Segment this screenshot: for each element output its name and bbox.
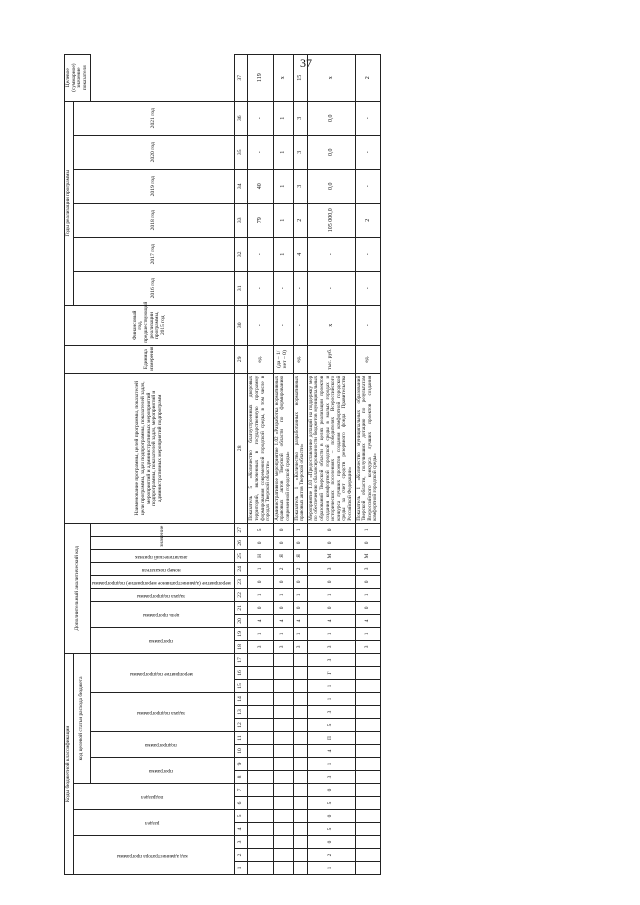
code-cell [293, 680, 307, 693]
code-cell [248, 849, 273, 862]
code-cell [273, 693, 293, 706]
code-cell [293, 667, 307, 680]
code-cell [355, 706, 380, 719]
column-index-cell: 6 [235, 797, 248, 810]
row-year-value: 1 [273, 135, 293, 169]
code-cell [273, 810, 293, 823]
table-row [273, 54, 293, 874]
code-cell [293, 784, 307, 797]
header-admin-code: код администратора программы [73, 836, 235, 875]
column-index-cell: 1 [235, 862, 248, 875]
code-cell [293, 693, 307, 706]
header-subprogram: подпрограмма [90, 732, 235, 758]
code-cell: 4 [307, 745, 355, 758]
row-unit: (да – 1/ нет – 0) [273, 345, 293, 373]
row-year-value: - [355, 135, 380, 169]
code-cell [355, 653, 380, 666]
code-cell [273, 680, 293, 693]
code-cell: Я [293, 549, 307, 562]
row-target-value: х [307, 54, 355, 101]
code-cell [273, 745, 293, 758]
code-cell: 1 [273, 588, 293, 601]
code-cell: 0 [307, 536, 355, 549]
header-year-2019: 2019 год [73, 169, 235, 203]
code-cell [273, 667, 293, 680]
code-cell [248, 836, 273, 849]
row-name: Показатель 1 «Количество разработанных нормативных правовых актов Тверской области» [293, 373, 307, 523]
code-cell [273, 719, 293, 732]
code-cell: 3 [293, 640, 307, 653]
row-year-value: 1 [273, 203, 293, 237]
code-cell: 4 [273, 614, 293, 627]
code-cell: 1 [307, 588, 355, 601]
code-cell: 5 [307, 719, 355, 732]
code-cell: 0 [293, 601, 307, 614]
column-index-row [235, 54, 248, 874]
column-index-cell: 18 [235, 640, 248, 653]
row-year-value: - [355, 237, 380, 271]
code-cell: 3 [307, 640, 355, 653]
column-index-cell: 9 [235, 758, 248, 771]
header-subprogram-task: задача подпрограммы [90, 693, 235, 732]
code-cell: Я [273, 549, 293, 562]
code-cell [355, 667, 380, 680]
code-cell: 0 [273, 536, 293, 549]
row-unit: ед. [355, 345, 380, 373]
code-cell: 3 [248, 640, 273, 653]
program-table-sheet [64, 63, 569, 875]
code-cell [248, 771, 273, 784]
code-cell [293, 797, 307, 810]
code-cell [248, 706, 273, 719]
column-index-cell: 30 [235, 305, 248, 345]
code-cell [293, 745, 307, 758]
code-cell: 0 [307, 784, 355, 797]
row-year-value: - [248, 237, 273, 271]
code-cell [293, 849, 307, 862]
code-cell: 0 [355, 601, 380, 614]
row-unit: ед. [293, 345, 307, 373]
row-prior-year: - [293, 305, 307, 345]
code-cell: 0 [355, 575, 380, 588]
column-index-cell: 25 [235, 549, 248, 562]
code-cell [273, 653, 293, 666]
code-cell [248, 667, 273, 680]
code-cell: 4 [307, 614, 355, 627]
code-cell [355, 745, 380, 758]
code-cell [248, 758, 273, 771]
code-cell [273, 706, 293, 719]
code-cell [273, 797, 293, 810]
header-add-goal: цель программы [90, 601, 235, 627]
column-index-cell: 32 [235, 237, 248, 271]
code-cell: 3 [355, 640, 380, 653]
column-index-cell: 8 [235, 771, 248, 784]
code-cell: 0 [307, 523, 355, 536]
code-cell: 3 [355, 562, 380, 575]
column-index-cell: 14 [235, 693, 248, 706]
page-number: 37 [300, 56, 312, 70]
row-year-value: - [248, 101, 273, 135]
column-index-cell: 36 [235, 101, 248, 135]
column-index-cell: 34 [235, 169, 248, 203]
row-name: Показатель 5 «Количество благоустроенных дворовых территорий, включенных в государственную программу формирования современной городской среды, в том числе в городах Тверской области» [248, 373, 273, 523]
column-index-cell: 37 [235, 54, 248, 101]
column-index-cell: 31 [235, 271, 248, 305]
header-additional-code: Дополнительный аналитический код [65, 523, 91, 653]
row-prior-year: х [307, 305, 355, 345]
column-index-cell: 7 [235, 784, 248, 797]
column-index-cell: 33 [235, 203, 248, 237]
code-cell: 1 [307, 758, 355, 771]
header-section: раздел [73, 810, 235, 836]
code-cell: 2 [273, 562, 293, 575]
header-add-indicator-number: номер показателя [90, 562, 235, 575]
row-name: Административное мероприятие 1.02 «Разработка нормативных правовых актов Тверской области по формированию современной городской среды» [273, 373, 293, 523]
column-index-cell: 19 [235, 627, 248, 640]
row-year-value: - [307, 271, 355, 305]
code-cell: 0 [307, 575, 355, 588]
row-year-value: 3 [293, 135, 307, 169]
code-cell [248, 823, 273, 836]
code-cell: 3 [273, 640, 293, 653]
header-years-group: Годы реализации программы [65, 101, 74, 305]
header-target-value: значение [90, 536, 235, 549]
code-cell: 0 [307, 836, 355, 849]
code-cell: Г [307, 667, 355, 680]
code-cell [355, 823, 380, 836]
code-cell: 5 [307, 797, 355, 810]
code-cell [273, 732, 293, 745]
column-index-cell: 23 [235, 575, 248, 588]
row-year-value: - [273, 271, 293, 305]
column-index-cell: 15 [235, 680, 248, 693]
code-cell [248, 862, 273, 875]
column-index-cell: 3 [235, 836, 248, 849]
code-cell [355, 862, 380, 875]
code-cell [293, 653, 307, 666]
code-cell: 3 [307, 771, 355, 784]
code-cell [293, 758, 307, 771]
code-cell [355, 784, 380, 797]
code-cell: 1 [307, 693, 355, 706]
code-cell: 5 [307, 823, 355, 836]
code-cell [293, 836, 307, 849]
code-cell: 0 [307, 601, 355, 614]
code-cell: 1 [307, 680, 355, 693]
row-unit: ед. [248, 345, 273, 373]
code-cell: 4 [355, 614, 380, 627]
header-target-article: код целевой статьи расхода бюджета [73, 653, 90, 783]
code-cell: 0 [273, 523, 293, 536]
column-index-cell: 10 [235, 745, 248, 758]
row-name: Показатель 1 «Количество муниципальных образований Тверской области, получивших дотацию по результатам Всероссийского конкурса лучших проектов создания комфортной городской среды» [355, 373, 380, 523]
code-cell: 2 [307, 849, 355, 862]
code-cell: 0 [248, 601, 273, 614]
row-target-value: 119 [248, 54, 273, 101]
code-cell: 2 [293, 562, 307, 575]
header-subsection: подраздел [73, 784, 235, 810]
code-cell [248, 784, 273, 797]
code-cell: 0 [307, 810, 355, 823]
header-add-task: задача подпрограммы [90, 588, 235, 601]
header-program: программа [90, 758, 235, 784]
row-year-value: 2 [355, 203, 380, 237]
row-year-value: - [307, 237, 355, 271]
rotated-sheet [64, 63, 569, 875]
code-cell [248, 810, 273, 823]
row-year-value: - [355, 271, 380, 305]
header-year-2018: 2018 год [73, 203, 235, 237]
column-index-cell: 13 [235, 706, 248, 719]
column-index-cell: 22 [235, 588, 248, 601]
row-year-value: 4 [293, 237, 307, 271]
row-year-value: 0,0 [307, 135, 355, 169]
header-add-measure: мероприятие (административное мероприятие) подпрограммы [90, 575, 235, 588]
column-index-cell: 35 [235, 135, 248, 169]
row-year-value: 2 [293, 203, 307, 237]
code-cell [293, 732, 307, 745]
code-cell: 1 [293, 523, 307, 536]
column-index-cell: 24 [235, 562, 248, 575]
code-cell [355, 810, 380, 823]
code-cell: 1 [293, 588, 307, 601]
code-cell [355, 797, 380, 810]
column-index-cell: 4 [235, 823, 248, 836]
code-cell: Н [248, 549, 273, 562]
header-subprogram-measure: мероприятие подпрограммы [90, 653, 235, 692]
table-body [248, 54, 381, 874]
column-index-cell: 21 [235, 601, 248, 614]
code-cell: 1 [248, 562, 273, 575]
header-classification: Коды бюджетной классификации [65, 653, 74, 874]
code-cell: 0 [355, 536, 380, 549]
code-cell [273, 823, 293, 836]
code-cell [248, 719, 273, 732]
code-cell [248, 653, 273, 666]
row-year-value: 3 [293, 101, 307, 135]
row-year-value: 40 [248, 169, 273, 203]
code-cell [355, 732, 380, 745]
code-cell: 3 [307, 653, 355, 666]
code-cell: 4 [248, 614, 273, 627]
code-cell: М [355, 549, 380, 562]
row-year-value: 3 [293, 169, 307, 203]
code-cell: 0 [248, 575, 273, 588]
row-unit: тыс. руб. [307, 345, 355, 373]
code-cell [355, 836, 380, 849]
code-cell [273, 862, 293, 875]
table-row [307, 54, 355, 874]
header-year-2017: 2017 год [73, 237, 235, 271]
row-year-value: 0,0 [307, 101, 355, 135]
header-year-2021: 2021 год [73, 101, 235, 135]
row-name: Мероприятие 1.03 «Предоставление дотаций на поддержку мер по обеспечению сбалансированности бюджетов муниципальных образований Тверской области в целях реализации проектов создания комфортной городской среды в малых городах и исторических поселениях – победителях Всероссийского конкурса лучших проектов создания комфортной городской среды за счет средств резервного фонда Правительства Российской Федерации» [307, 373, 355, 523]
code-cell: 5 [248, 523, 273, 536]
code-cell [273, 771, 293, 784]
column-index-cell: 27 [235, 523, 248, 536]
code-cell: 0 [273, 575, 293, 588]
header-target: Целевое (суммарное) значение показателя [65, 54, 91, 101]
code-cell: 1 [355, 588, 380, 601]
header-prior-year: Финансовый год, предшествующий реализации программы, 2015 год [65, 305, 235, 345]
code-cell: 3 [307, 562, 355, 575]
code-cell: 1 [307, 862, 355, 875]
column-index-cell: 28 [235, 373, 248, 523]
row-year-value: - [248, 135, 273, 169]
code-cell: 0 [273, 601, 293, 614]
code-cell: П [307, 732, 355, 745]
row-target-value: х [273, 54, 293, 101]
column-index-cell: 11 [235, 732, 248, 745]
row-target-value: 2 [355, 54, 380, 101]
program-indicators-table [64, 54, 381, 875]
column-index-cell: 5 [235, 810, 248, 823]
code-cell: 0 [293, 536, 307, 549]
code-cell [355, 771, 380, 784]
row-year-value: 79 [248, 203, 273, 237]
code-cell [273, 849, 293, 862]
code-cell [355, 758, 380, 771]
header-year-2020: 2020 год [73, 135, 235, 169]
code-cell [248, 693, 273, 706]
code-cell [355, 693, 380, 706]
code-cell [355, 719, 380, 732]
code-cell [248, 680, 273, 693]
row-year-value: - [355, 169, 380, 203]
code-cell: 3 [307, 706, 355, 719]
code-cell [355, 849, 380, 862]
code-cell [273, 836, 293, 849]
row-year-value: 0,0 [307, 169, 355, 203]
code-cell: 1 [307, 627, 355, 640]
header-year-2016: 2016 год [73, 271, 235, 305]
code-cell: 1 [248, 627, 273, 640]
row-year-value: 1 [273, 169, 293, 203]
column-index-cell: 16 [235, 667, 248, 680]
code-cell [293, 771, 307, 784]
header-unit: Единица измерения [65, 345, 235, 373]
code-cell: 1 [355, 523, 380, 536]
header-row-1 [65, 54, 74, 874]
row-year-value: 1 [273, 237, 293, 271]
code-cell [248, 797, 273, 810]
code-cell: 1 [355, 627, 380, 640]
table-row [293, 54, 307, 874]
code-cell: 1 [293, 627, 307, 640]
row-prior-year: - [355, 305, 380, 345]
row-year-value: - [293, 271, 307, 305]
code-cell [293, 862, 307, 875]
row-year-value: 105 000,0 [307, 203, 355, 237]
header-add-analytic-sign: аналитический признак [90, 549, 235, 562]
row-prior-year: - [273, 305, 293, 345]
column-index-cell: 17 [235, 653, 248, 666]
table-row [355, 54, 380, 874]
code-cell [293, 823, 307, 836]
code-cell: 4 [293, 614, 307, 627]
column-index-cell: 12 [235, 719, 248, 732]
header-name: Наименование программы, целей программы, показателей цели программы, задач подпрограммы, показателей задач, мероприятий и административных мероприятий подпрограммы, показателей задач, мероприятий и административных мероприятий подпрограмм [65, 373, 235, 523]
code-cell [355, 680, 380, 693]
column-index-cell: 2 [235, 849, 248, 862]
code-cell [273, 758, 293, 771]
row-prior-year: - [248, 305, 273, 345]
row-target-value: 15 [293, 54, 307, 101]
code-cell [273, 784, 293, 797]
column-index-cell: 20 [235, 614, 248, 627]
column-index-cell: 26 [235, 536, 248, 549]
code-cell [293, 719, 307, 732]
code-cell [248, 732, 273, 745]
code-cell [248, 745, 273, 758]
row-year-value: - [248, 271, 273, 305]
row-year-value: - [355, 101, 380, 135]
code-cell: М [307, 549, 355, 562]
code-cell: 0 [293, 575, 307, 588]
code-cell: 1 [248, 588, 273, 601]
header-add-program: программа [90, 627, 235, 653]
column-index-cell: 29 [235, 345, 248, 373]
code-cell: 1 [273, 627, 293, 640]
table-row [248, 54, 273, 874]
row-year-value: 1 [273, 101, 293, 135]
code-cell [293, 810, 307, 823]
code-cell: 0 [248, 536, 273, 549]
code-cell [293, 706, 307, 719]
